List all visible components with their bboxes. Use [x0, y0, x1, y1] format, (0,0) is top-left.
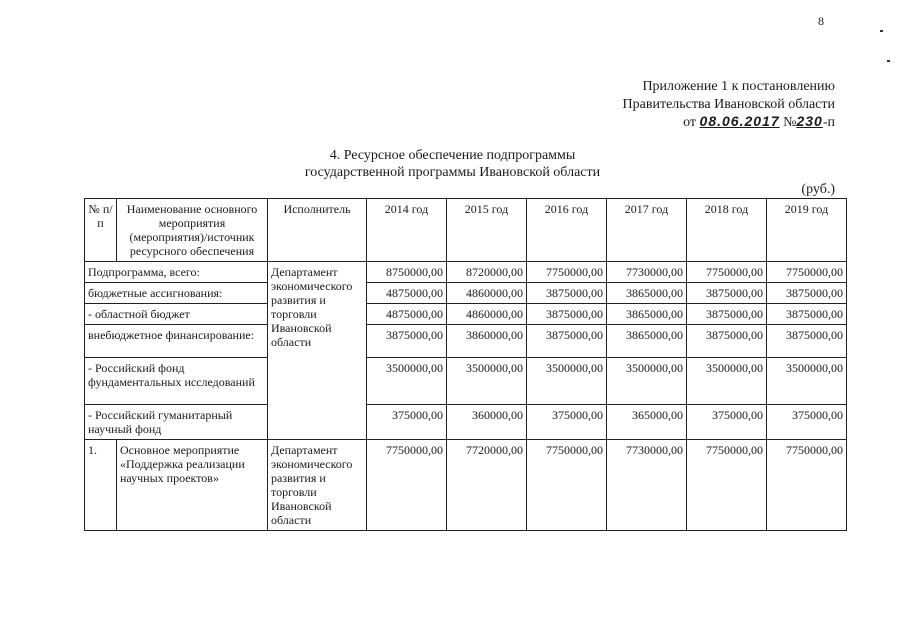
- section-title-line-2: государственной программы Ивановской области: [304, 165, 601, 180]
- value-cell: 4860000,00: [447, 283, 527, 304]
- header-year: 2018 год: [687, 199, 767, 262]
- value-cell: 3500000,00: [607, 358, 687, 405]
- row-name: Подпрограмма, всего:: [85, 262, 268, 283]
- value-cell: 7730000,00: [607, 262, 687, 283]
- section-title-line-1: 4. Ресурсное обеспечение подпрограммы: [329, 148, 576, 163]
- header-name: Наименование основного мероприятия (мероприятия)/источник ресурсного обеспечения: [117, 199, 268, 262]
- row-name: бюджетные ассигнования:: [85, 283, 268, 304]
- value-cell: 375000,00: [687, 405, 767, 440]
- value-cell: 7750000,00: [687, 262, 767, 283]
- value-cell: 7750000,00: [687, 440, 767, 531]
- header-year: 2014 год: [367, 199, 447, 262]
- table-row: [85, 304, 847, 325]
- value-cell: 3500000,00: [527, 358, 607, 405]
- value-cell: 3500000,00: [687, 358, 767, 405]
- value-cell: 375000,00: [527, 405, 607, 440]
- value-cell: 4875000,00: [367, 304, 447, 325]
- header-executor: Исполнитель: [268, 199, 367, 262]
- row-name: - Российский гуманитарный научный фонд: [85, 405, 268, 440]
- value-cell: 3875000,00: [367, 325, 447, 358]
- table-row: [85, 358, 847, 405]
- scan-speck: [887, 60, 890, 62]
- value-cell: 3875000,00: [687, 325, 767, 358]
- value-cell: 3875000,00: [687, 283, 767, 304]
- appendix-line-3: [683, 113, 835, 131]
- row-name: - Российский фонд фундаментальных исследований: [85, 358, 268, 405]
- main-activity-row: [85, 440, 847, 531]
- value-cell: 3875000,00: [527, 283, 607, 304]
- value-cell: 365000,00: [607, 405, 687, 440]
- value-cell: 7720000,00: [447, 440, 527, 531]
- appendix-number-suffix: -п: [822, 115, 835, 130]
- value-cell: 3875000,00: [527, 304, 607, 325]
- value-cell: 8750000,00: [367, 262, 447, 283]
- table-header-row: [85, 199, 847, 262]
- value-cell: 3500000,00: [447, 358, 527, 405]
- main-activity-executor: Департамент экономического развития и торговли Ивановской области: [268, 440, 367, 531]
- value-cell: 3500000,00: [767, 358, 847, 405]
- header-year: 2017 год: [607, 199, 687, 262]
- value-cell: 7750000,00: [527, 440, 607, 531]
- appendix-date: 08.06.2017: [699, 113, 780, 129]
- table-row: [85, 262, 847, 283]
- header-num: № п/п: [85, 199, 117, 262]
- header-year: 2019 год: [767, 199, 847, 262]
- value-cell: 8720000,00: [447, 262, 527, 283]
- main-activity-name: Основное мероприятие «Поддержка реализации научных проектов»: [117, 440, 268, 531]
- appendix-line-2: Правительства Ивановской области: [622, 97, 835, 112]
- value-cell: 3860000,00: [447, 325, 527, 358]
- value-cell: 375000,00: [767, 405, 847, 440]
- scan-speck: [880, 30, 883, 32]
- executor-cell: Департамент экономического развития и торговли Ивановской области: [268, 262, 367, 440]
- value-cell: 3865000,00: [607, 304, 687, 325]
- value-cell: 3875000,00: [767, 283, 847, 304]
- main-activity-num: 1.: [85, 440, 117, 531]
- value-cell: 7750000,00: [367, 440, 447, 531]
- table-row: [85, 405, 847, 440]
- value-cell: 375000,00: [367, 405, 447, 440]
- value-cell: 3875000,00: [527, 325, 607, 358]
- appendix-from: от: [683, 115, 697, 130]
- value-cell: 3865000,00: [607, 283, 687, 304]
- header-year: 2016 год: [527, 199, 607, 262]
- appendix-line-1: Приложение 1 к постановлению: [642, 79, 835, 94]
- value-cell: 7750000,00: [767, 262, 847, 283]
- value-cell: 7750000,00: [767, 440, 847, 531]
- value-cell: 3875000,00: [767, 304, 847, 325]
- header-year: 2015 год: [447, 199, 527, 262]
- value-cell: 4860000,00: [447, 304, 527, 325]
- page-number: 8: [818, 14, 824, 28]
- appendix-number: 230: [796, 113, 823, 129]
- funding-table: [84, 198, 847, 531]
- table-row: [85, 325, 847, 358]
- value-cell: 7730000,00: [607, 440, 687, 531]
- value-cell: 360000,00: [447, 405, 527, 440]
- value-cell: 3865000,00: [607, 325, 687, 358]
- value-cell: 3500000,00: [367, 358, 447, 405]
- row-name: - областной бюджет: [85, 304, 268, 325]
- value-cell: 4875000,00: [367, 283, 447, 304]
- value-cell: 3875000,00: [687, 304, 767, 325]
- value-cell: 7750000,00: [527, 262, 607, 283]
- value-cell: 3875000,00: [767, 325, 847, 358]
- units-label: (руб.): [801, 182, 835, 197]
- row-name: внебюджетное финансирование:: [85, 325, 268, 358]
- appendix-number-sign: №: [783, 115, 797, 130]
- table-row: [85, 283, 847, 304]
